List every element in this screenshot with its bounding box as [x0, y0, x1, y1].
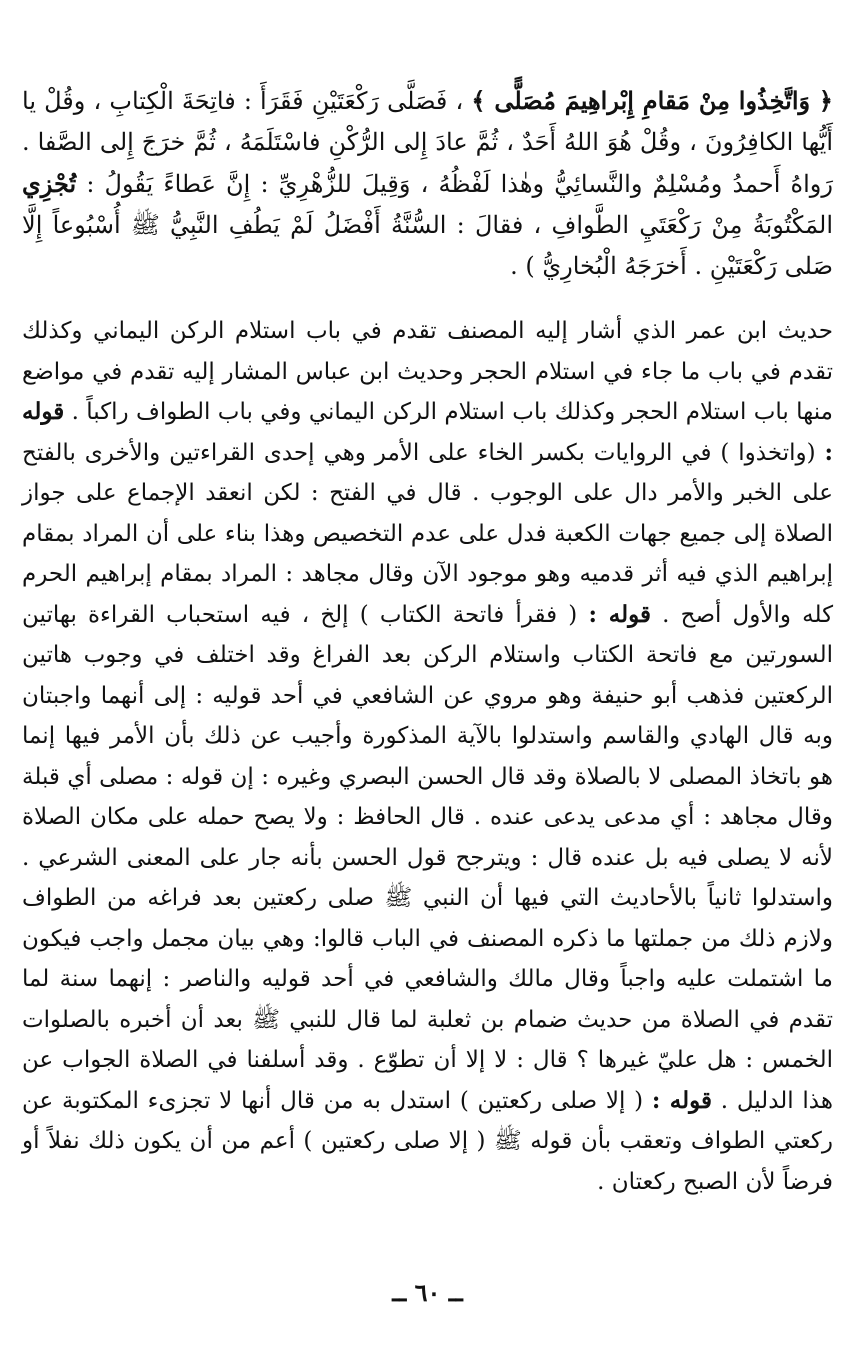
qawluh-label-1: قوله :	[22, 398, 833, 466]
matn-text-part-3: المَكْتُوبَةُ مِنْ رَكْعَتَيِ الطَّوافِ ، فقالَ : السُّنَّةُ أَفْضَلُ لَمْ يَطُفِ النَّبِيُّ ﷺ أُسْبُوعاً إِلَّا صَلى رَكْعَتَيْنِ . أَخرَجَهُ الْبُخارِيُّ ) .	[22, 211, 833, 280]
matn-text-part-2: رَواهُ أَحمدُ ومُسْلِمٌ والنَّسائِيُّ وهٰذا لَفْظُهُ ، وَقِيلَ للزُّهْرِيِّ : إِنَّ عَطاءً يَقُولُ :	[86, 170, 833, 198]
matn-text-part-1: ، فَصَلَّى رَكْعَتَيْنِ فَقَرَأَ : فاتِحَةَ الْكِتابِ ، وقُلْ يا أَيُّها الكافِرُونَ ، وقُلْ هُوَ اللهُ أَحَدٌ ، ثُمَّ عادَ إِلى الرُّكْنِ فاسْتَلَمَهُ ، ثُمَّ خرَجَ إِلى الصَّفا .	[22, 87, 833, 156]
matn-bold-phrase: تُجْزِي	[22, 169, 77, 198]
matn-text	[22, 80, 833, 287]
commentary-part-1: حديث ابن عمر الذي أشار إليه المصنف تقدم في باب استلام الركن اليماني وكذلك تقدم في باب ما جاء في استلام الحجر وحديث ابن عباس المشار إليه تقدم في مواضع منها باب استلام الحجر وكذلك باب استلام الركن اليماني وفي باب الطواف راكباً .	[22, 318, 833, 425]
qawluh-label-3: قوله :	[651, 1086, 713, 1114]
quran-verse: ﴿ وَاتَّخِذُوا مِنْ مَقامِ إِبْراهِيمَ مُصَلًّى ﴾	[471, 86, 833, 115]
commentary-part-2: (واتخذوا ) في الروايات بكسر الخاء على الأمر وهي إحدى القراءتين والأخرى بالفتح على الخبر والأمر دال على الوجوب . قال في الفتح : لكن انعقد الإجماع على جواز الصلاة إلى جميع جهات الكعبة فدل على عدم التخصيص وهذا بناء على أن المراد بمقام إبراهيم الذي فيه أثر قدميه وهو موجود الآن وقال مجاهد : المراد بمقام إبراهيم الحرم كله والأول أصح .	[22, 439, 834, 628]
commentary-part-3: ( فقرأ فاتحة الكتاب ) إلخ ، فيه استحباب القراءة بهاتين السورتين مع فاتحة الكتاب واستلام الركن بعد الفراغ وقد اختلف في وجوب هاتين الركعتين فذهب أبو حنيفة وهو مروي عن الشافعي في أحد قوليه : إلى أنهما واجبتان وبه قال الهادي والقاسم واستدلوا بالآية المذكورة وأجيب عن ذلك بأن الأمر فيها إنما هو باتخاذ المصلى لا بالصلاة وقد قال الحسن البصري وغيره : إن قوله : مصلى أي قبلة وقال مجاهد : أي مدعى يدعى عنده . قال الحافظ : ولا يصح حمله على مكان الصلاة لأنه لا يصلى فيه بل عنده قال : ويترجح قول الحسن بأنه جار على المعنى الشرعي . واستدلوا ثانياً بالأحاديث التي فيها أن النبي ﷺ صلى ركعتين بعد فراغه من الطواف ولازم ذلك من جملتها ما ذكره المصنف في الباب قالوا: وهي بيان مجمل واجب فيكون ما اشتملت عليه واجباً وقال مالك والشافعي في أحد قوليه والناصر : إنهما سنة لما تقدم في الصلاة من حديث ضمام بن ثعلبة لما قال للنبي ﷺ بعد أن أخبره بالصلوات الخمس : هل عليّ غيرها ؟ قال : لا إلا أن تطوّع . وقد أسلفنا في الصلاة الجواب عن هذا الدليل .	[22, 601, 833, 1114]
page-number: ــ ٦٠ ــ	[392, 1278, 463, 1307]
commentary-text	[22, 311, 833, 1202]
commentary-part-4: ( إلا صلى ركعتين ) استدل به من قال أنها لا تجزىء المكتوبة عن ركعتي الطواف وتعقب بأن قوله ﷺ ( إلا صلى ركعتين ) أعم من أن يكون ذلك نفلاً أو فرضاً لأن الصبح ركعتان .	[22, 1087, 833, 1195]
page-body	[22, 80, 833, 1202]
qawluh-label-2: قوله :	[588, 600, 651, 628]
